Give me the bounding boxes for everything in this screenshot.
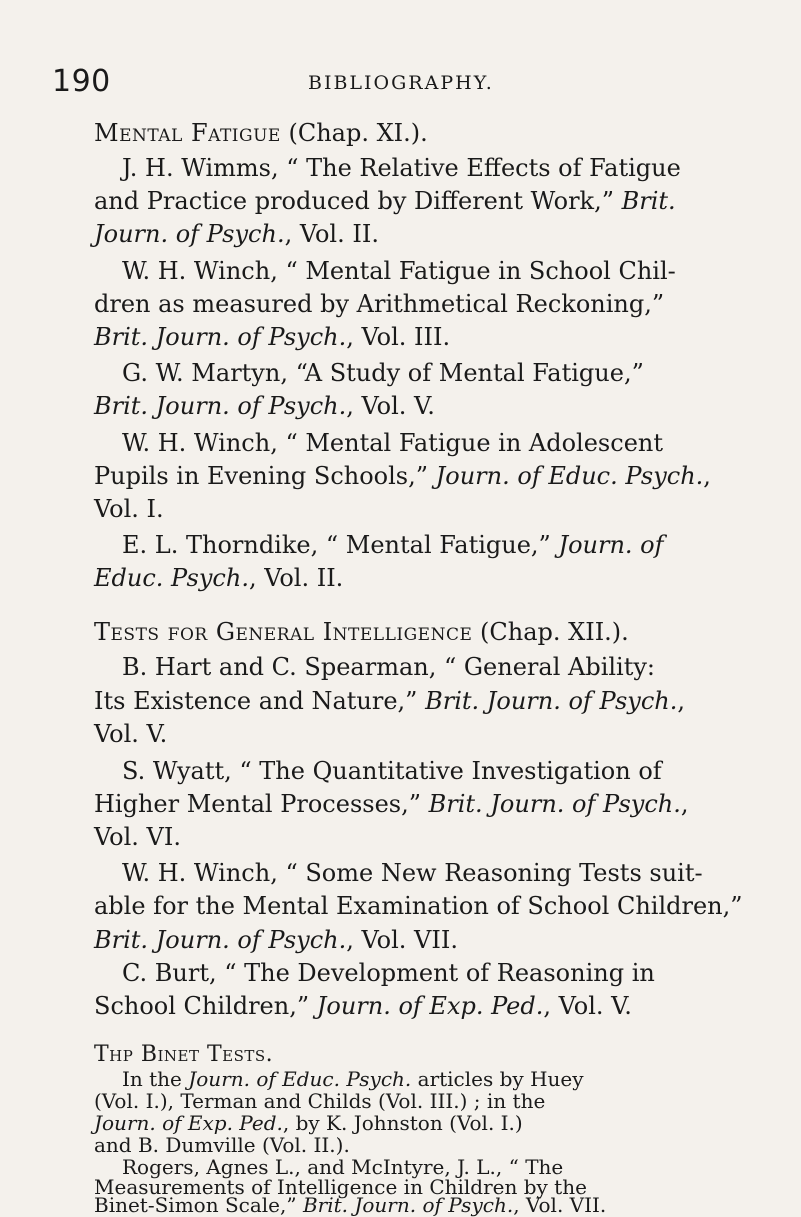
section-heading: Thp Binet Tests. — [94, 1042, 274, 1067]
bib-line: C. Burt, “ The Development of Reasoning in — [122, 959, 655, 987]
bib-line: B. Hart and C. Spearman, “ General Ability: — [122, 653, 656, 681]
running-head: BIBLIOGRAPHY. — [308, 72, 494, 94]
bib-line: In the Journ. of Educ. Psych. articles by Huey — [122, 1067, 584, 1091]
bib-line: Brit. Journ. of Psych., Vol. V. — [94, 392, 435, 420]
bib-line: Journ. of Exp. Ped., by K. Johnston (Vol. I.) — [94, 1111, 523, 1135]
bib-line: Pupils in Evening Schools,” Journ. of Educ. Psych., — [94, 462, 711, 490]
bib-line: Measurements of Intelligence in Children by the — [94, 1175, 587, 1199]
bib-line: (Vol. I.), Terman and Childs (Vol. III.) ; in the — [94, 1089, 546, 1113]
bib-line: School Children,” Journ. of Exp. Ped., Vol. V. — [94, 992, 632, 1020]
bib-line: Brit. Journ. of Psych., Vol. III. — [94, 323, 451, 351]
section-heading: Mental Fatigue (Chap. XI.). — [94, 119, 428, 147]
section-heading: Tests for General Intelligence (Chap. XII.). — [94, 618, 629, 646]
bib-line: S. Wyatt, “ The Quantitative Investigation of — [122, 757, 662, 785]
bib-line: Higher Mental Processes,” Brit. Journ. of Psych., — [94, 790, 689, 818]
bib-line: Educ. Psych., Vol. II. — [94, 564, 344, 592]
bib-line: Vol. V. — [94, 720, 168, 748]
bib-line: G. W. Martyn, “A Study of Mental Fatigue,” — [122, 359, 644, 387]
bib-line: Its Existence and Nature,” Brit. Journ. of Psych., — [94, 687, 685, 715]
bib-line: Journ. of Psych., Vol. II. — [94, 220, 379, 248]
bib-line: Brit. Journ. of Psych., Vol. VII. — [94, 926, 458, 954]
bib-line: E. L. Thorndike, “ Mental Fatigue,” Journ. of — [122, 531, 664, 559]
bib-line: Rogers, Agnes L., and McIntyre, J. L., “ The — [122, 1155, 564, 1179]
bib-line: J. H. Wimms, “ The Relative Effects of Fatigue — [122, 154, 681, 182]
bib-line: W. H. Winch, “ Mental Fatigue in Adolescent — [122, 429, 663, 457]
bib-line: able for the Mental Examination of School Children,” — [94, 892, 743, 920]
bib-line: W. H. Winch, “ Mental Fatigue in School Chil- — [122, 257, 676, 285]
bib-line: Vol. VI. — [94, 823, 181, 851]
bib-line: dren as measured by Arithmetical Reckoning,” — [94, 290, 665, 318]
bib-line: and B. Dumville (Vol. II.). — [94, 1133, 350, 1157]
page-number: 190 — [52, 64, 111, 99]
bib-line: and Practice produced by Different Work,” Brit. — [94, 187, 676, 215]
bib-line: W. H. Winch, “ Some New Reasoning Tests suit- — [122, 859, 703, 887]
bib-line: Vol. I. — [94, 495, 164, 523]
bib-line: Binet-Simon Scale,” Brit. Journ. of Psych., Vol. VII. — [94, 1193, 607, 1217]
